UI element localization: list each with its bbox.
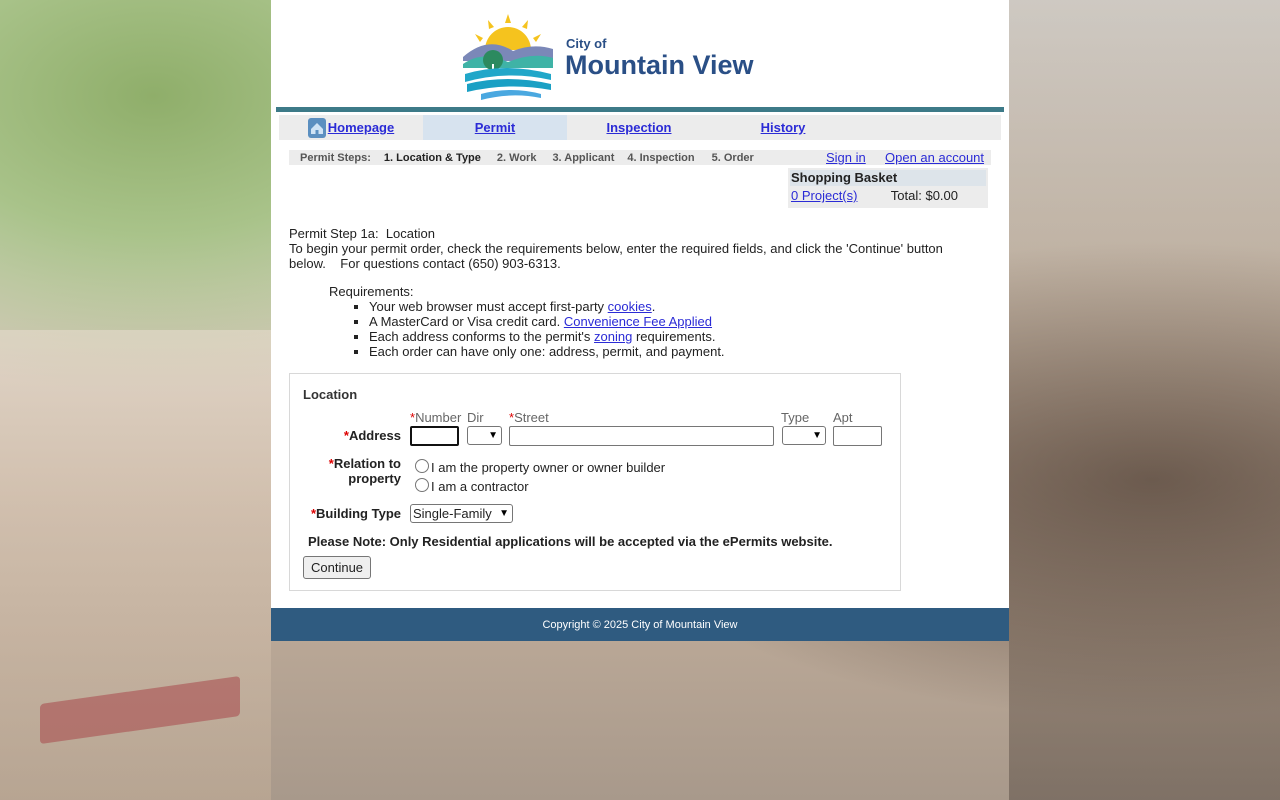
zoning-link[interactable]: zoning xyxy=(594,329,633,344)
page-container xyxy=(271,0,1009,641)
chevron-down-icon: ▼ xyxy=(812,430,822,441)
street-label xyxy=(509,410,549,425)
required-star: * xyxy=(310,506,317,521)
city-logo-icon xyxy=(463,12,553,102)
relation-contractor-label[interactable]: I am a contractor xyxy=(431,479,529,494)
nav-homepage-label[interactable]: Homepage xyxy=(327,120,395,135)
apt-label: Apt xyxy=(833,410,853,425)
intro-text xyxy=(289,226,979,271)
sign-in-link[interactable]: Sign in xyxy=(826,150,866,165)
relation-label-line1: Relation to xyxy=(333,456,401,471)
cookies-link[interactable]: cookies xyxy=(607,299,652,314)
req-2-text: A MasterCard or Visa credit card. xyxy=(369,314,564,329)
logo-city-of: City of xyxy=(566,36,607,51)
relation-owner-label[interactable]: I am the property owner or owner builder xyxy=(431,460,666,475)
chevron-down-icon: ▼ xyxy=(499,508,509,519)
dir-label: Dir xyxy=(467,410,484,425)
open-account-link[interactable]: Open an account xyxy=(885,150,985,165)
relation-owner-radio[interactable] xyxy=(415,459,429,473)
permit-steps xyxy=(289,150,991,165)
basket-projects-link[interactable]: 0 Project(s) xyxy=(791,188,858,203)
list-item xyxy=(369,314,929,329)
logo-mountain-view: Mountain View xyxy=(565,50,754,80)
continue-button[interactable]: Continue xyxy=(303,556,371,579)
required-star: * xyxy=(410,410,416,425)
req-3-end: requirements. xyxy=(632,329,716,344)
list-item: ▪ Each order can have only one: address, permit, and payment. xyxy=(369,344,929,359)
building-type-label-text: Building Type xyxy=(316,506,401,521)
required-star: * xyxy=(328,456,334,471)
step-4: 4. Inspection xyxy=(627,151,695,164)
step-5: 5. Order xyxy=(711,151,754,164)
type-select[interactable] xyxy=(782,426,826,445)
location-form xyxy=(289,373,901,591)
nav-permit[interactable]: Permit xyxy=(423,115,567,140)
residential-note: Please Note: Only Residential applications will be accepted via the ePermits website. xyxy=(308,534,833,549)
steps-prefix: Permit Steps: xyxy=(300,151,371,164)
basket-title: Shopping Basket xyxy=(790,170,986,186)
requirements xyxy=(329,284,929,359)
dir-select[interactable] xyxy=(467,426,502,445)
street-input[interactable] xyxy=(509,426,774,446)
building-type-value: Single-Family xyxy=(413,506,492,521)
number-label-text: Number xyxy=(415,410,462,425)
type-label: Type xyxy=(781,410,810,425)
apt-input[interactable] xyxy=(833,426,882,446)
intro-description: To begin your permit order, check the requirements below, enter the required fields, and click the 'Continue' button below. For questions contact (650) 903-6313. xyxy=(289,241,947,271)
street-label-text: Street xyxy=(514,410,549,425)
relation-label-line2: property xyxy=(348,471,401,486)
nav-history[interactable]: History xyxy=(760,120,806,135)
required-star: * xyxy=(509,410,515,425)
number-label xyxy=(410,410,461,425)
header-logo xyxy=(271,0,1009,105)
nav-inspection[interactable]: Inspection xyxy=(606,120,672,135)
footer xyxy=(271,608,1009,641)
step-title: Permit Step 1a: Location xyxy=(289,226,435,241)
address-label-text: Address xyxy=(348,428,401,443)
basket-total: Total: $0.00 xyxy=(890,188,958,203)
home-icon xyxy=(308,118,326,138)
list-item xyxy=(369,329,929,344)
building-type-select[interactable] xyxy=(410,504,513,523)
shopping-basket xyxy=(788,168,988,208)
relation-contractor-radio[interactable] xyxy=(415,478,429,492)
step-1: 1. Location & Type xyxy=(383,151,481,164)
required-star: * xyxy=(343,428,349,443)
requirements-title: Requirements: xyxy=(329,284,414,299)
copyright-text: Copyright © 2025 City of Mountain View xyxy=(542,618,738,631)
main-nav xyxy=(279,115,1001,140)
req-1-text: Your web browser must accept first-party xyxy=(369,299,608,314)
convenience-fee-link[interactable]: Convenience Fee Applied xyxy=(563,314,713,329)
building-type-label xyxy=(281,506,401,521)
nav-homepage[interactable] xyxy=(279,115,423,140)
chevron-down-icon: ▼ xyxy=(488,430,498,441)
list-item xyxy=(369,299,929,314)
number-input[interactable] xyxy=(410,426,459,446)
req-1-end: . xyxy=(651,299,656,314)
background-photo-right xyxy=(1009,0,1280,800)
step-3: 3. Applicant xyxy=(552,151,615,164)
header-divider xyxy=(276,107,1004,112)
location-section-title: Location xyxy=(303,387,358,402)
relation-label xyxy=(281,456,401,486)
address-label xyxy=(281,428,401,443)
req-3-text: Each address conforms to the permit's xyxy=(369,329,595,344)
step-2: 2. Work xyxy=(496,151,537,164)
